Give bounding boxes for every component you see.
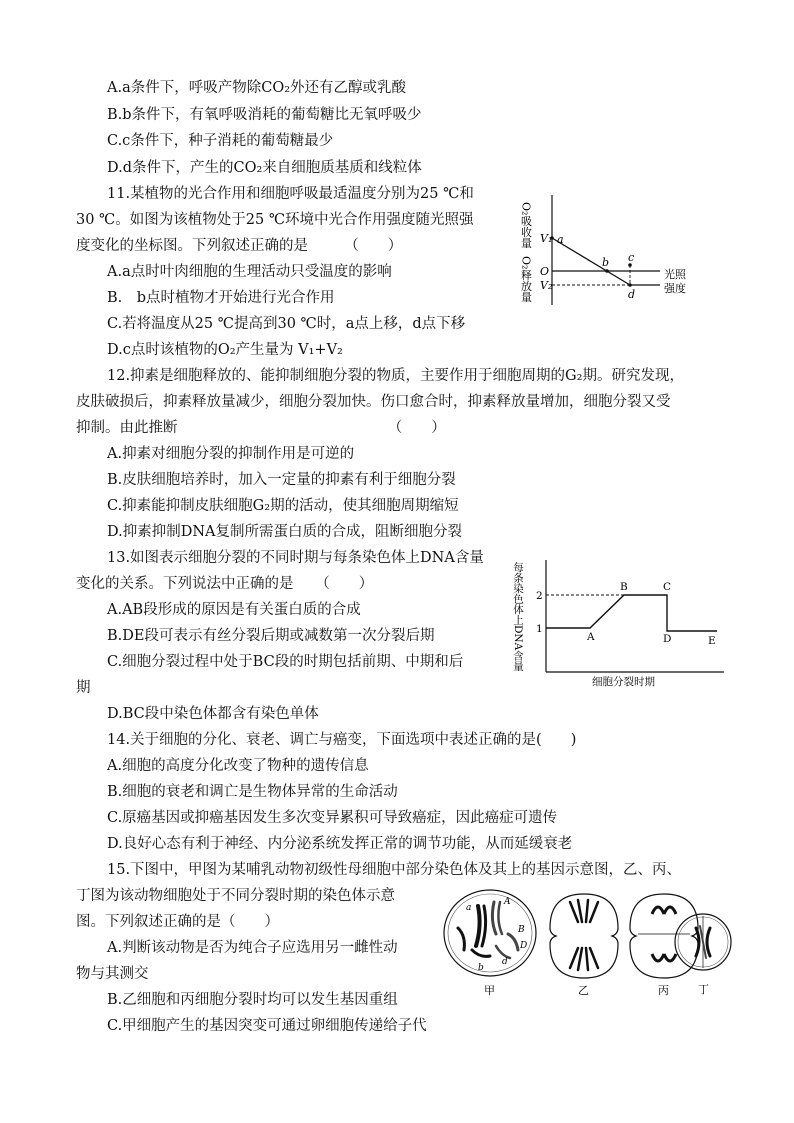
q11-option-a: A.a点时叶肉细胞的生理活动只受温度的影响 (107, 264, 392, 280)
q10-option-b: B.b条件下，有氧呼吸消耗的葡萄糖比无氧呼吸少 (107, 107, 422, 123)
q15-option-b: B.乙细胞和丙细胞分裂时均可以发生基因重组 (107, 992, 398, 1008)
q11-x-label-2: 强度 (664, 282, 686, 295)
q13-dna-content-figure (512, 552, 727, 687)
q14-option-d: D.良好心态有利于神经、内分泌系统发挥正常的调节功能，从而延缓衰老 (107, 836, 573, 852)
cell-label-ding: 丁 (698, 983, 709, 996)
q10-option-d: D.d条件下，产生的CO₂来自细胞质基质和线粒体 (107, 160, 422, 176)
q12-option-d: D.抑素抑制DNA复制所需蛋白质的合成，阻断细胞分裂 (107, 524, 463, 540)
q13-tick-2: 2 (536, 590, 543, 602)
q13-point-a: A (587, 631, 595, 643)
q11-option-c: C.若将温度从25 ℃提高到30 ℃时，a点上移，d点下移 (107, 316, 466, 332)
gene-A-label: A (504, 897, 511, 907)
q13-option-a: A.AB段形成的原因是有关蛋白质的合成 (107, 602, 361, 618)
q11-v2-label: V₂ (540, 279, 553, 292)
q15-option-a-1: A.判断该动物是否为纯合子应选用另一雌性动 (107, 940, 398, 956)
q13-option-c-1: C.细胞分裂过程中处于BC段的时期包括前期、中期和后 (107, 654, 464, 670)
q11-y-bottom-label: O₂释放量 (519, 256, 533, 303)
q11-y-top-label: O₂吸收量 (519, 202, 533, 249)
q11-point-a: a (557, 233, 564, 246)
q13-stem-2: 变化的关系。下列说法中正确的是 （ ） (76, 576, 374, 592)
q14-stem: 14.关于细胞的分化、衰老、调亡与癌变，下面选项中表述正确的是( ) (107, 732, 577, 748)
q15-stem-1: 15.下图中，甲图为某哺乳动物初级性母细胞中部分染色体及其上的基因示意图，乙、丙、 (107, 862, 682, 878)
q11-point-b: b (602, 256, 610, 269)
q11-origin-label: O (540, 265, 550, 278)
q13-point-d: D (663, 633, 672, 645)
q10-option-a: A.a条件下，呼吸产物除CO₂外还有乙醇或乳酸 (107, 80, 407, 96)
q13-x-axis-label: 细胞分裂时期 (592, 676, 655, 688)
q15-stem-2: 丁图为该动物细胞处于不同分裂时期的染色体示意 (76, 888, 395, 904)
q11-stem-2: 30 ℃。如图为该植物处于25 ℃环境中光合作用强度随光照强 (76, 212, 474, 228)
q14-option-c: C.原癌基因或抑癌基因发生多次变异累积可导致癌症，因此癌症可遗传 (107, 810, 558, 826)
gene-b-label: b (478, 963, 484, 973)
q11-stem-1: 11.某植物的光合作用和细胞呼吸最适温度分别为25 ℃和 (107, 186, 474, 202)
q13-point-c: C (663, 581, 672, 593)
q14-option-a: A.细胞的高度分化改变了物种的遗传信息 (107, 758, 369, 774)
q13-tick-1: 1 (536, 623, 543, 635)
q14-option-b: B.细胞的衰老和调亡是生物体异常的生命活动 (107, 784, 398, 800)
q12-option-c: C.抑素能抑制皮肤细胞G₂期的活动，使其细胞周期缩短 (107, 498, 459, 514)
cell-yi (550, 894, 618, 978)
q13-option-d: D.BC段中染色体都含有染色单体 (107, 706, 319, 722)
gene-d-label: d (502, 957, 508, 967)
q13-y-axis-label: 每条染色体上DNA含量 (512, 562, 524, 672)
q11-stem-3: 度变化的坐标图。下列叙述正确的是 （ ） (76, 238, 403, 254)
q13-point-b: B (620, 581, 628, 593)
q13-option-c-2: 期 (76, 680, 91, 696)
q11-v1-label: V₁ (540, 232, 553, 245)
q12-stem-1: 12.抑素是细胞释放的、能抑制细胞分裂的物质，主要作用于细胞周期的G₂期。研究发现， (107, 368, 684, 384)
q15-option-c: C.甲细胞产生的基因突变可通过卵细胞传递给子代 (107, 1018, 427, 1034)
q12-stem-3: 抑制。由此推断 （ ） (76, 420, 446, 436)
cell-label-bing: 丙 (658, 984, 669, 997)
cell-label-jia: 甲 (484, 984, 495, 997)
q12-option-a: A.抑素对细胞分裂的抑制作用是可逆的 (107, 446, 355, 462)
q11-point-c: c (628, 251, 635, 264)
q13-stem-1: 13.如图表示细胞分裂的不同时期与每条染色体上DNA含量 (107, 550, 484, 566)
q11-option-b: B. b点时植物才开始进行光合作用 (107, 290, 335, 306)
gene-a-label: a (466, 903, 472, 913)
q13-option-b: B.DE段可表示有丝分裂后期或减数第一次分裂后期 (107, 628, 435, 644)
cell-jia (444, 890, 536, 976)
gene-B-label: B (518, 925, 525, 935)
q12-option-b: B.皮肤细胞培养时，加入一定量的抑素有利于细胞分裂 (107, 472, 456, 488)
q11-point-d: d (628, 288, 636, 301)
q12-stem-2: 皮肤破损后，抑素释放量减少，细胞分裂加快。伤口愈合时，抑素释放量增加，细胞分裂又受 (76, 394, 671, 410)
q11-light-intensity-figure (519, 190, 712, 315)
q15-option-a-2: 物与其测交 (76, 966, 149, 982)
q10-option-c: C.c条件下，种子消耗的葡萄糖最少 (107, 133, 334, 149)
q15-stem-3: 图。下列叙述正确的是（ ） (76, 914, 279, 930)
q13-point-e: E (708, 635, 716, 647)
q11-x-label-1: 光照 (664, 268, 686, 281)
cell-label-yi: 乙 (578, 984, 589, 997)
q11-option-d: D.c点时该植物的O₂产生量为 V₁+V₂ (107, 342, 343, 358)
gene-D-label: D (520, 941, 528, 951)
q15-cell-ding-figure (672, 906, 734, 1000)
